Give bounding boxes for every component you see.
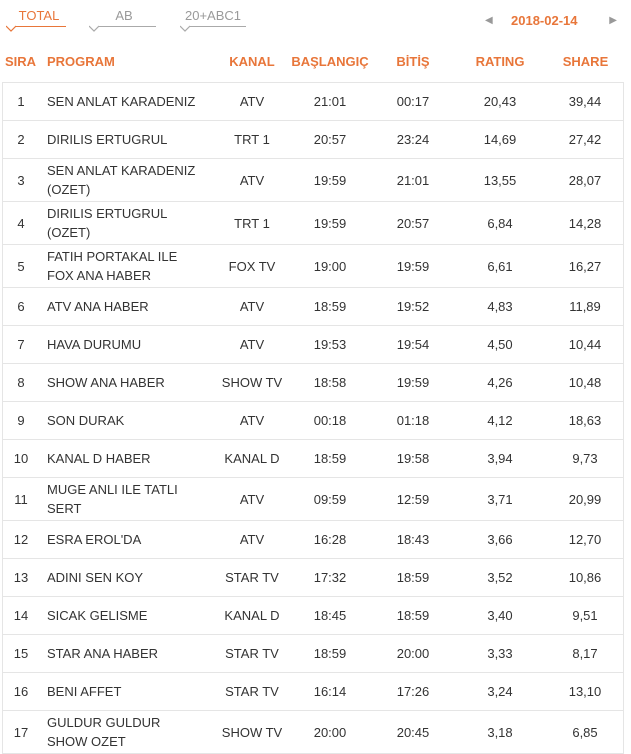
bitis-cell: 19:52 [373, 288, 453, 326]
share-cell: 11,89 [547, 288, 624, 326]
share-cell: 18,63 [547, 402, 624, 440]
program-cell [39, 597, 217, 635]
program-cell [39, 288, 217, 326]
program-name-line: FOX ANA HABER [47, 268, 152, 283]
program-name-line: MUGE ANLI ILE TATLI [47, 482, 178, 497]
sira-cell: 5 [2, 245, 39, 288]
chevron-right-icon[interactable]: ▶ [609, 15, 617, 26]
rating-cell: 4,50 [453, 326, 547, 364]
share-cell: 27,42 [547, 121, 624, 159]
baslangic-cell: 20:57 [287, 121, 373, 159]
bitis-cell: 18:59 [373, 597, 453, 635]
rating-cell: 4,83 [453, 288, 547, 326]
rating-cell: 14,69 [453, 121, 547, 159]
sira-cell: 4 [2, 202, 39, 245]
sira-cell: 12 [2, 521, 39, 559]
bitis-cell: 17:26 [373, 673, 453, 711]
program-name-line: DIRILIS ERTUGRUL [47, 206, 168, 221]
program-cell [39, 635, 217, 673]
bitis-cell: 01:18 [373, 402, 453, 440]
col-header-sira[interactable]: SIRA [2, 40, 39, 83]
rating-cell: 3,66 [453, 521, 547, 559]
program-cell [39, 711, 217, 754]
table-row [2, 326, 624, 364]
table-row [2, 288, 624, 326]
rating-cell: 6,61 [453, 245, 547, 288]
baslangic-cell: 19:53 [287, 326, 373, 364]
share-cell: 6,85 [547, 711, 624, 754]
sira-cell: 1 [2, 83, 39, 121]
rating-cell: 20,43 [453, 83, 547, 121]
sira-cell: 15 [2, 635, 39, 673]
kanal-cell: ATV [217, 83, 287, 121]
rating-cell: 6,84 [453, 202, 547, 245]
baslangic-cell: 19:59 [287, 159, 373, 202]
program-cell [39, 440, 217, 478]
kanal-cell: STAR TV [217, 635, 287, 673]
program-cell [39, 159, 217, 202]
baslangic-cell: 18:59 [287, 440, 373, 478]
baslangic-cell: 19:00 [287, 245, 373, 288]
program-name-line: SEN ANLAT KARADENIZ [47, 94, 196, 109]
share-cell: 20,99 [547, 478, 624, 521]
program-name-line: ATV ANA HABER [47, 299, 149, 314]
kanal-cell: STAR TV [217, 673, 287, 711]
sira-cell: 16 [2, 673, 39, 711]
rating-cell: 3,52 [453, 559, 547, 597]
share-cell: 10,48 [547, 364, 624, 402]
baslangic-cell: 18:59 [287, 288, 373, 326]
baslangic-cell: 16:28 [287, 521, 373, 559]
program-name-line: ESRA EROL'DA [47, 532, 142, 547]
program-name-line: SICAK GELISME [47, 608, 148, 623]
program-name-line: STAR ANA HABER [47, 646, 159, 661]
sira-cell: 10 [2, 440, 39, 478]
sira-cell: 13 [2, 559, 39, 597]
bitis-cell: 19:54 [373, 326, 453, 364]
kanal-cell: ATV [217, 326, 287, 364]
table-row [2, 635, 624, 673]
sira-cell: 17 [2, 711, 39, 754]
share-cell: 10,86 [547, 559, 624, 597]
sira-cell: 9 [2, 402, 39, 440]
baslangic-cell: 18:59 [287, 635, 373, 673]
baslangic-cell: 18:58 [287, 364, 373, 402]
program-name-line: SERT [47, 501, 82, 516]
bitis-cell: 20:45 [373, 711, 453, 754]
share-cell: 8,17 [547, 635, 624, 673]
program-name-line: SHOW ANA HABER [47, 375, 165, 390]
share-cell: 13,10 [547, 673, 624, 711]
share-cell: 10,44 [547, 326, 624, 364]
tab-notch-icon [6, 23, 16, 33]
col-header-program[interactable]: PROGRAM [39, 40, 217, 83]
table-row [2, 673, 624, 711]
baslangic-cell: 17:32 [287, 559, 373, 597]
baslangic-cell: 21:01 [287, 83, 373, 121]
table-row [2, 478, 624, 521]
program-name-line: KANAL D HABER [47, 451, 151, 466]
bitis-cell: 20:57 [373, 202, 453, 245]
share-cell: 16,27 [547, 245, 624, 288]
kanal-cell: ATV [217, 288, 287, 326]
table-row [2, 711, 624, 754]
kanal-cell: SHOW TV [217, 364, 287, 402]
table-row [2, 364, 624, 402]
program-name-line: SON DURAK [47, 413, 125, 428]
tab-notch-icon [89, 23, 99, 33]
rating-cell: 3,33 [453, 635, 547, 673]
bitis-cell: 19:59 [373, 364, 453, 402]
tab-label: AB [115, 8, 133, 23]
rating-cell: 13,55 [453, 159, 547, 202]
kanal-cell: TRT 1 [217, 121, 287, 159]
kanal-cell: SHOW TV [217, 711, 287, 754]
sira-cell: 3 [2, 159, 39, 202]
bitis-cell: 20:00 [373, 635, 453, 673]
table-row [2, 245, 624, 288]
sira-cell: 7 [2, 326, 39, 364]
program-cell [39, 121, 217, 159]
kanal-cell: ATV [217, 521, 287, 559]
bitis-cell: 18:59 [373, 559, 453, 597]
rating-cell: 3,18 [453, 711, 547, 754]
baslangic-cell: 16:14 [287, 673, 373, 711]
table-row [2, 159, 624, 202]
col-header-rating[interactable]: RATING [453, 40, 547, 83]
sira-cell: 11 [2, 478, 39, 521]
table-row [2, 521, 624, 559]
col-header-kanal[interactable]: KANAL [217, 40, 287, 83]
bitis-cell: 12:59 [373, 478, 453, 521]
rating-cell: 3,40 [453, 597, 547, 635]
rating-cell: 3,71 [453, 478, 547, 521]
bitis-cell: 19:58 [373, 440, 453, 478]
program-cell [39, 402, 217, 440]
program-name-line: DIRILIS ERTUGRUL [47, 132, 168, 147]
program-cell [39, 521, 217, 559]
baslangic-cell: 00:18 [287, 402, 373, 440]
tab-notch-icon [180, 23, 190, 33]
program-name-line: GULDUR GULDUR [47, 715, 161, 730]
program-name-line: FATIH PORTAKAL ILE [47, 249, 178, 264]
table-row [2, 83, 624, 121]
program-cell [39, 559, 217, 597]
share-cell: 39,44 [547, 83, 624, 121]
program-name-line: (OZET) [47, 225, 91, 240]
share-cell: 28,07 [547, 159, 624, 202]
share-cell: 9,51 [547, 597, 624, 635]
program-cell [39, 83, 217, 121]
table-row [2, 559, 624, 597]
kanal-cell: TRT 1 [217, 202, 287, 245]
bitis-cell: 00:17 [373, 83, 453, 121]
program-cell [39, 326, 217, 364]
kanal-cell: STAR TV [217, 559, 287, 597]
bitis-cell: 23:24 [373, 121, 453, 159]
col-header-share[interactable]: SHARE [547, 40, 624, 83]
tab-20abc1[interactable] [180, 8, 246, 23]
program-name-line: (OZET) [47, 182, 91, 197]
rating-cell: 3,94 [453, 440, 547, 478]
kanal-cell: FOX TV [217, 245, 287, 288]
share-cell: 14,28 [547, 202, 624, 245]
sira-cell: 2 [2, 121, 39, 159]
program-cell [39, 202, 217, 245]
tab-label: 20+ABC1 [184, 8, 241, 23]
ratings-table [2, 40, 624, 754]
table-row [2, 440, 624, 478]
bitis-cell: 18:43 [373, 521, 453, 559]
selected-date[interactable]: 2018-02-14 [511, 13, 578, 28]
baslangic-cell: 18:45 [287, 597, 373, 635]
program-name-line: SHOW OZET [47, 734, 126, 749]
program-name-line: BENI AFFET [47, 684, 122, 699]
col-header-bitis[interactable]: BİTİŞ [373, 40, 453, 83]
kanal-cell: KANAL D [217, 440, 287, 478]
col-header-baslangic[interactable]: BAŞLANGIÇ [287, 40, 373, 83]
table-row [2, 202, 624, 245]
program-name-line: SEN ANLAT KARADENIZ [47, 163, 196, 178]
filter-bar [0, 0, 631, 40]
program-cell [39, 364, 217, 402]
kanal-cell: ATV [217, 159, 287, 202]
share-cell: 9,73 [547, 440, 624, 478]
program-cell [39, 245, 217, 288]
rating-cell: 4,12 [453, 402, 547, 440]
table-header-row [2, 40, 624, 83]
program-cell [39, 673, 217, 711]
share-cell: 12,70 [547, 521, 624, 559]
program-name-line: ADINI SEN KOY [47, 570, 144, 585]
sira-cell: 6 [2, 288, 39, 326]
bitis-cell: 19:59 [373, 245, 453, 288]
tab-ab[interactable] [92, 8, 156, 23]
table-row [2, 402, 624, 440]
program-cell [39, 478, 217, 521]
program-name-line: HAVA DURUMU [47, 337, 142, 352]
chevron-left-icon[interactable]: ◀ [485, 15, 493, 26]
sira-cell: 8 [2, 364, 39, 402]
rating-cell: 4,26 [453, 364, 547, 402]
baslangic-cell: 20:00 [287, 711, 373, 754]
date-navigator [481, 13, 631, 33]
baslangic-cell: 19:59 [287, 202, 373, 245]
rating-cell: 3,24 [453, 673, 547, 711]
table-row [2, 597, 624, 635]
kanal-cell: ATV [217, 402, 287, 440]
sira-cell: 14 [2, 597, 39, 635]
table-row [2, 121, 624, 159]
tab-label: TOTAL [18, 8, 60, 23]
kanal-cell: ATV [217, 478, 287, 521]
baslangic-cell: 09:59 [287, 478, 373, 521]
kanal-cell: KANAL D [217, 597, 287, 635]
tab-total[interactable] [12, 8, 66, 23]
bitis-cell: 21:01 [373, 159, 453, 202]
